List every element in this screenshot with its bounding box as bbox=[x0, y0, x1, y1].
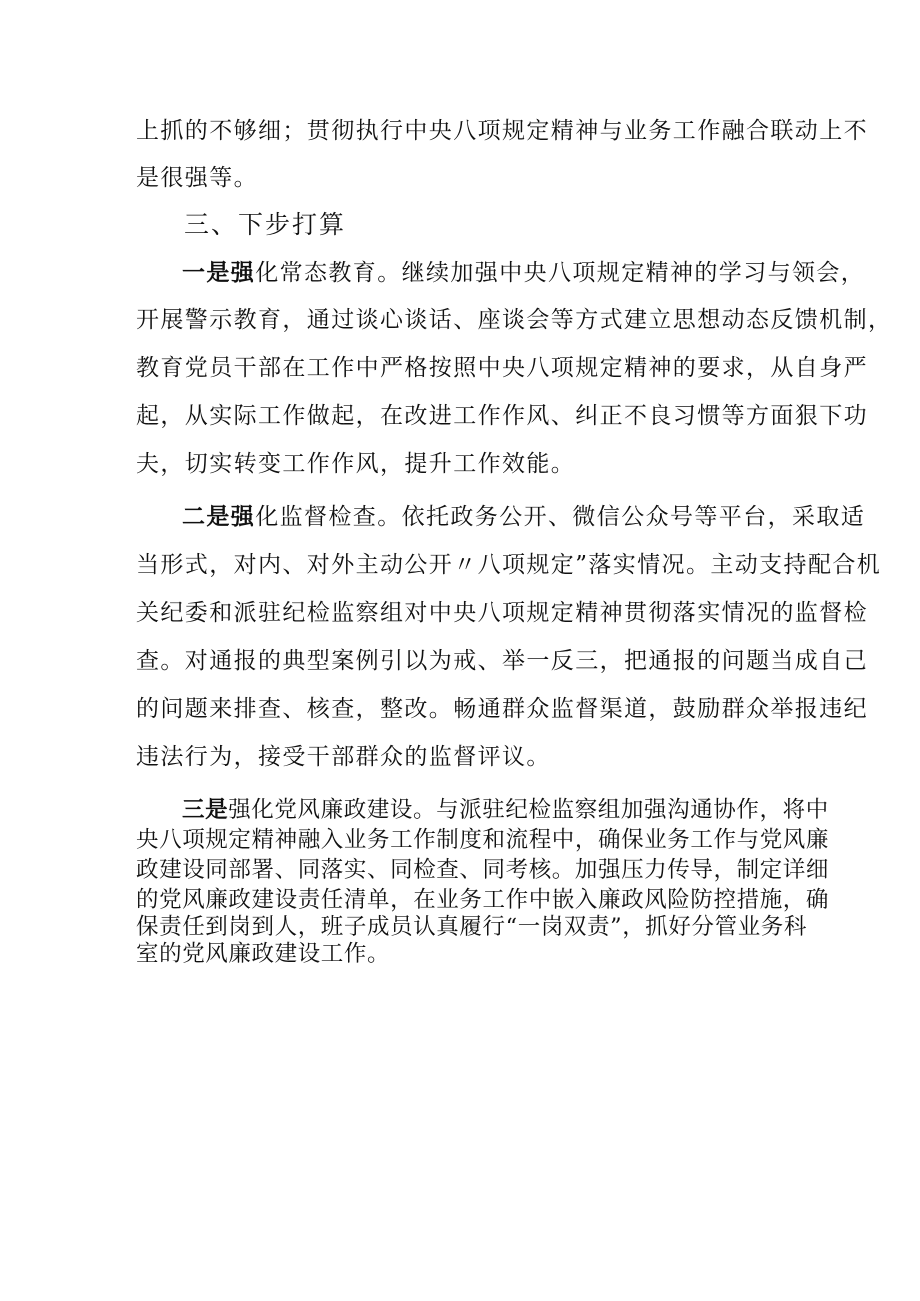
paragraph-2-line-6: 违法行为，接受干部群众的监督评议。 bbox=[136, 744, 551, 770]
paragraph-1-line-2: 开展警示教育，通过谈心谈话、座谈会等方式建立思想动态反馈机制， bbox=[136, 307, 893, 333]
paragraph-2-line-4: 查。对通报的典型案例引以为戒、举一反三，把通报的问题当成自己 bbox=[136, 648, 868, 674]
paragraph-1-line-3: 教育党员干部在工作中严格按照中央八项规定精神的要求，从自身严 bbox=[136, 355, 868, 381]
intro-line-2: 是很强等。 bbox=[136, 165, 258, 191]
paragraph-3-line-4: 的党风廉政建设责任清单，在业务工作中嵌入廉政风险防控措施，确 bbox=[136, 887, 830, 913]
paragraph-1-line-1 bbox=[182, 258, 865, 288]
paragraph-1-line-4: 起，从实际工作做起，在改进工作作风、纠正不良习惯等方面狠下功 bbox=[136, 403, 868, 429]
intro-line-1: 上抓的不够细；贯彻执行中央八项规定精神与业务工作融合联动上不 bbox=[136, 118, 868, 144]
paragraph-2-first-rest: 化监督检查。依托政务公开、微信公众号等平台，采取适 bbox=[255, 504, 866, 530]
paragraph-3-first-rest: 强化党风廉政建设。与派驻纪检监察组加强沟通协作，将中 bbox=[228, 797, 829, 823]
section-heading: 三、下步打算 bbox=[184, 210, 347, 239]
paragraph-3-line-5: 保责任到岗到人，班子成员认真履行“一岗双责”，抓好分管业务科 bbox=[136, 914, 808, 940]
paragraph-3-line-1 bbox=[182, 796, 829, 824]
paragraph-2-line-1 bbox=[182, 502, 865, 532]
paragraph-2-lead: 二是强 bbox=[182, 503, 256, 530]
paragraph-3-lead: 三是 bbox=[182, 797, 229, 823]
paragraph-1-first-rest: 化常态教育。继续加强中央八项规定精神的学习与领会， bbox=[255, 260, 866, 286]
paragraph-3-line-3: 政建设同部署、同落实、同检查、同考核。加强压力传导，制定详细 bbox=[136, 857, 830, 883]
paragraph-2-line-5: 的问题来排查、核查，整改。畅通群众监督渠道，鼓励群众举报违纪 bbox=[136, 696, 868, 722]
paragraph-2-line-3: 关纪委和派驻纪检监察组对中央八项规定精神贯彻落实情况的监督检 bbox=[136, 600, 868, 626]
paragraph-1-line-5: 夫，切实转变工作作风，提升工作效能。 bbox=[136, 451, 576, 477]
paragraph-1-lead: 一是强 bbox=[182, 259, 256, 286]
paragraph-3-line-6: 室的党风廉政建设工作。 bbox=[136, 941, 391, 967]
paragraph-3-line-2: 央八项规定精神融入业务工作制度和流程中，确保业务工作与党风廉 bbox=[136, 827, 830, 853]
paragraph-2-line-2: 当形式，对内、对外主动公开〃八项规定”落实情况。主动支持配合机 bbox=[136, 552, 882, 578]
